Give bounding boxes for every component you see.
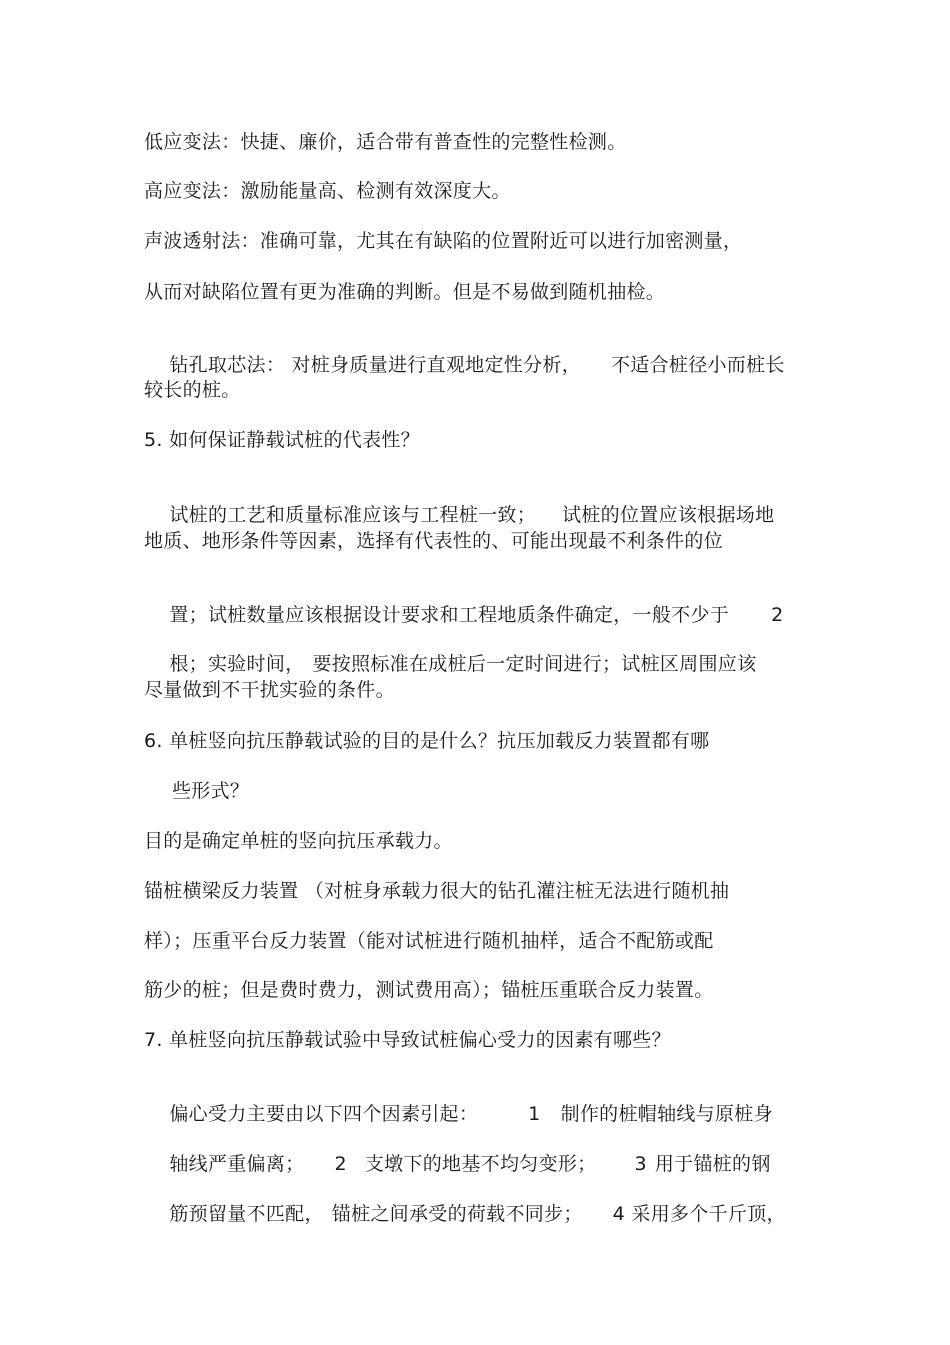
list-number: 3 bbox=[634, 1153, 647, 1175]
question-heading-continued: 些形式？ bbox=[172, 780, 250, 802]
text-line: 高应变法：激励能量高、检测有效深度大。 bbox=[144, 180, 511, 202]
text-segment: 4 采用多个千斤顶， bbox=[612, 1203, 786, 1225]
text-segment: 制作的桩帽轴线与原桩身 bbox=[560, 1103, 773, 1125]
text-segment: 试桩的工艺和质量标准应该与工程桩一致； bbox=[169, 504, 537, 526]
text-segment: 锚桩之间承受的荷载不同步； bbox=[331, 1203, 583, 1225]
text-segment: 置；试桩数量应该根据设计要求和工程地质条件确定，一般不少于 bbox=[169, 604, 730, 626]
text-segment: 偏心受力主要由以下四个因素引起： bbox=[169, 1103, 479, 1125]
text-segment: 试桩的位置应该根据场地 bbox=[562, 504, 775, 526]
text-segment: 支墩下的地基不均匀变形； bbox=[364, 1153, 597, 1175]
text-line: 目的是确定单桩的竖向抗压承载力。 bbox=[144, 830, 453, 852]
text-segment: 要按照标准在成桩后一定时间进行；试桩区周围应该 bbox=[312, 653, 757, 675]
text-line: 锚桩横梁反力装置 （对桩身承载力很大的钻孔灌注桩无法进行随机抽 bbox=[144, 880, 730, 902]
text-segment: 钻孔取芯法： 对桩身质量进行直观地定性分析， bbox=[169, 354, 581, 376]
text-line: 低应变法：快捷、廉价，适合带有普查性的完整性检测。 bbox=[144, 131, 627, 153]
question-heading: 5. 如何保证静载试桩的代表性？ bbox=[144, 429, 420, 451]
text-segment: 不适合桩径小而桩长 bbox=[611, 354, 785, 376]
list-number: 2 bbox=[334, 1153, 347, 1175]
text-line: 从而对缺陷位置有更为准确的判断。但是不易做到随机抽检。 bbox=[144, 281, 666, 303]
text-line: 筋少的桩；但是费时费力，测试费用高）；锚桩压重联合反力装置。 bbox=[144, 979, 714, 1001]
text-line: 尽量做到不干扰实验的条件。 bbox=[144, 679, 395, 701]
list-number: 1 bbox=[528, 1103, 541, 1125]
text-line: 样）；压重平台反力装置（能对试桩进行随机抽样，适合不配筋或配 bbox=[144, 930, 714, 952]
text-segment: 2 bbox=[771, 604, 784, 626]
question-heading: 6. 单桩竖向抗压静载试验的目的是什么？抗压加载反力装置都有哪 bbox=[144, 730, 710, 752]
text-line bbox=[144, 1178, 786, 1250]
text-segment: 轴线严重偏离； bbox=[169, 1153, 305, 1175]
question-heading: 7. 单桩竖向抗压静载试验中导致试桩偏心受力的因素有哪些？ bbox=[144, 1029, 671, 1051]
text-segment: 筋预留量不匹配， bbox=[169, 1203, 324, 1225]
text-line: 地质、地形条件等因素，选择有代表性的、可能出现最不利条件的位 bbox=[144, 530, 724, 552]
text-segment: 用于锚桩的钢 bbox=[654, 1153, 771, 1175]
text-segment: 根；实验时间， bbox=[169, 653, 305, 675]
text-line: 声波透射法：准确可靠，尤其在有缺陷的位置附近可以进行加密测量， bbox=[144, 230, 743, 252]
text-line: 较长的桩。 bbox=[144, 379, 241, 401]
